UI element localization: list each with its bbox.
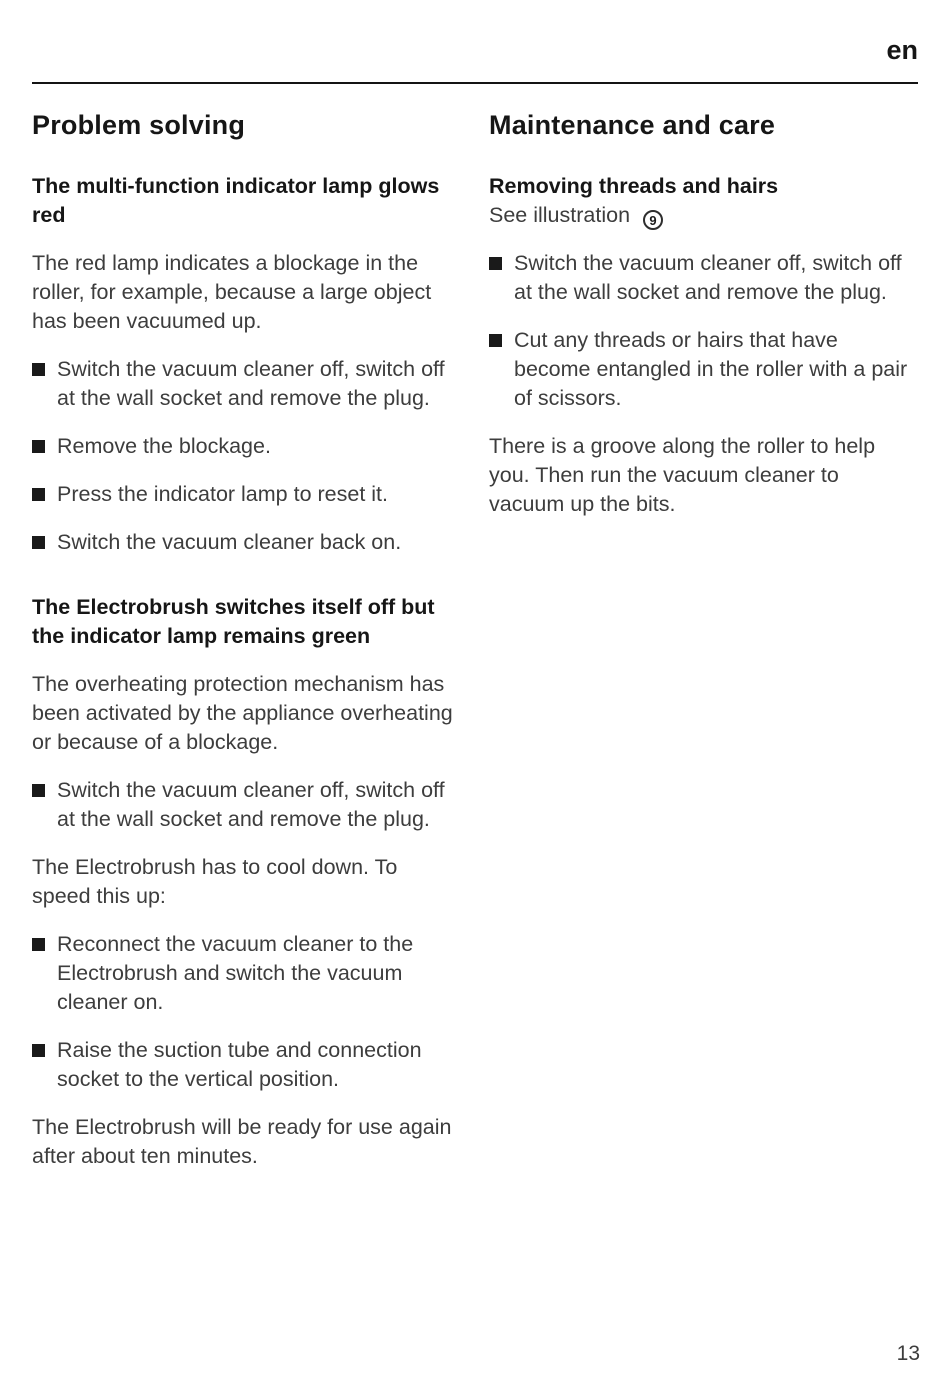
bullet-square-icon [32, 488, 45, 501]
paragraph: There is a groove along the roller to help you. Then run the vacuum cleaner to vacuum up the bits. [489, 434, 876, 517]
column-title-maintenance: Maintenance and care [489, 109, 776, 140]
bullet-square-icon [32, 938, 45, 951]
bullet-text: Raise the suction tube and connection socket to the vertical position. [57, 1037, 422, 1091]
section-heading: The multi-function indicator lamp glows red [32, 173, 440, 227]
bullet-item [32, 480, 461, 509]
bullet-square-icon [489, 334, 502, 347]
page-header [32, 0, 918, 84]
illustration-number-badge: 9 [643, 210, 663, 230]
bullet-text: Cut any threads or hairs that have become entangled in the roller with a pair of scissors. [514, 328, 908, 411]
section [489, 172, 918, 520]
header-divider [32, 82, 918, 84]
bullet-text: Reconnect the vacuum cleaner to the Electrobrush and switch the vacuum cleaner on. [57, 931, 414, 1014]
bullet-square-icon [489, 257, 502, 270]
bullet-text: Remove the blockage. [57, 433, 271, 458]
page-number: 13 [896, 1342, 920, 1365]
section-heading: The Electrobrush switches itself off but the indicator lamp remains green [32, 594, 435, 648]
section [32, 593, 461, 1171]
paragraph: The Electrobrush has to cool down. To speed this up: [32, 854, 398, 908]
language-code: en [886, 35, 918, 65]
bullet-item [32, 1036, 461, 1094]
right-column [489, 110, 918, 1171]
section [32, 172, 461, 557]
paragraph: The overheating protection mechanism has been activated by the appliance overheating or because of a blockage. [32, 671, 453, 754]
bullet-item [489, 326, 918, 413]
see-illustration-text: See illustration [489, 202, 636, 227]
bullet-item [32, 355, 461, 413]
bullet-text: Switch the vacuum cleaner off, switch off at the wall socket and remove the plug. [514, 251, 902, 305]
column-title-problem-solving: Problem solving [32, 109, 246, 140]
bullet-square-icon [32, 1044, 45, 1057]
bullet-text: Press the indicator lamp to reset it. [57, 481, 389, 506]
bullet-square-icon [32, 363, 45, 376]
content-columns [32, 110, 918, 1171]
bullet-item [32, 930, 461, 1017]
bullet-item [489, 249, 918, 307]
section-heading: Removing threads and hairs [489, 173, 779, 198]
bullet-square-icon [32, 440, 45, 453]
bullet-item [32, 528, 461, 557]
bullet-text: Switch the vacuum cleaner back on. [57, 529, 402, 554]
page-footer [897, 1342, 920, 1366]
bullet-square-icon [32, 784, 45, 797]
see-illustration-note [489, 201, 918, 231]
paragraph: The Electrobrush will be ready for use again after about ten minutes. [32, 1114, 452, 1168]
bullet-text: Switch the vacuum cleaner off, switch off at the wall socket and remove the plug. [57, 356, 445, 410]
bullet-item [32, 776, 461, 834]
left-column [32, 110, 461, 1171]
bullet-item [32, 432, 461, 461]
paragraph: The red lamp indicates a blockage in the roller, for example, because a large object has been vacuumed up. [32, 250, 432, 333]
bullet-text: Switch the vacuum cleaner off, switch off at the wall socket and remove the plug. [57, 777, 445, 831]
bullet-square-icon [32, 536, 45, 549]
